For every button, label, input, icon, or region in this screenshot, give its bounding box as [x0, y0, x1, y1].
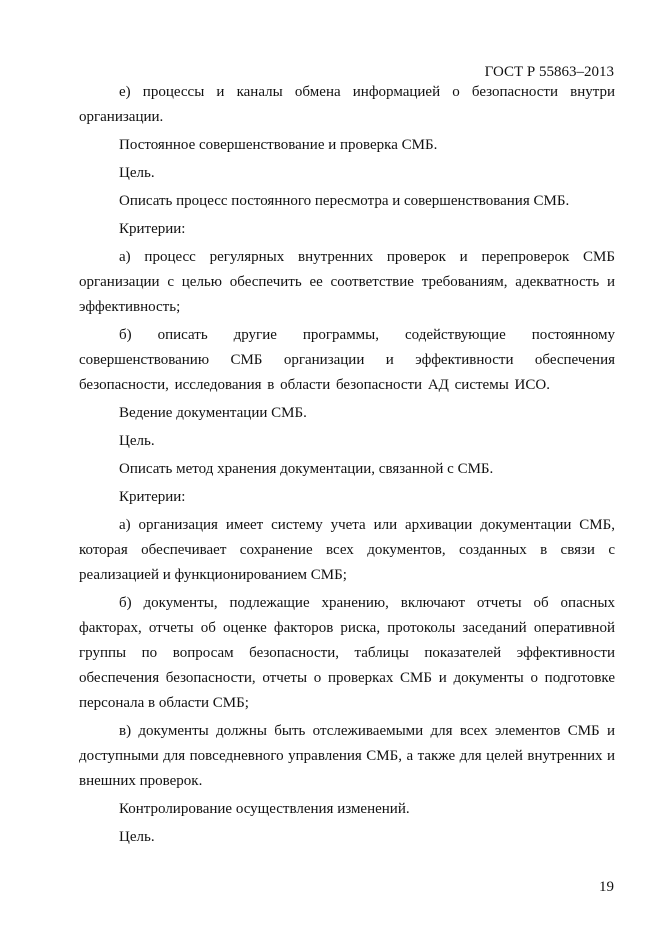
section-heading-improvement: Постоянное совершенствование и проверка СМБ.: [119, 137, 438, 153]
criterion-c: в) документы должны быть отслеживаемыми для всех элементов СМБ и доступными для повседневного управления СМБ, а также для целей внутренних и внешних проверок.: [79, 723, 615, 789]
goal-label: Цель.: [119, 829, 155, 845]
criteria-label: Критерии:: [119, 489, 186, 505]
document-body: [79, 80, 615, 853]
goal-text: Описать процесс постоянного пересмотра и совершенствования СМБ.: [119, 193, 570, 209]
criterion-a: а) процесс регулярных внутренних проверок и перепроверок СМБ организации с целью обеспечить ее соответствие требованиям, адекватность и эффективность;: [79, 249, 615, 315]
goal-label: Цель.: [119, 433, 155, 449]
paragraph-item-e: е) процессы и каналы обмена информацией о безопасности внутри организации.: [79, 84, 615, 125]
goal-label: Цель.: [119, 165, 155, 181]
criterion-b: б) документы, подлежащие хранению, включают отчеты об опасных факторах, отчеты об оценке факторов риска, протоколы заседаний оперативной группы по вопросам безопасности, таблицы показателей эффективности обеспечения безопасности, отчеты о проверках СМБ и документы о подготовке персонала в области СМБ;: [79, 595, 615, 711]
section-heading-documentation: Ведение документации СМБ.: [119, 405, 307, 421]
section-heading-change-control: Контролирование осуществления изменений.: [119, 801, 410, 817]
goal-text: Описать метод хранения документации, связанной с СМБ.: [119, 461, 494, 477]
criterion-b: б) описать другие программы, содействующие постоянному совершенствованию СМБ организации и эффективности обеспечения безопасности, исследования в области безопасности АД системы ИСО.: [79, 327, 615, 393]
page-number: 19: [599, 879, 614, 895]
document-id-header: ГОСТ Р 55863–2013: [484, 64, 614, 80]
criteria-label: Критерии:: [119, 221, 186, 237]
criterion-a: а) организация имеет систему учета или архивации документации СМБ, которая обеспечивает сохранение всех документов, созданных в связи с реализацией и функционированием СМБ;: [79, 517, 615, 583]
